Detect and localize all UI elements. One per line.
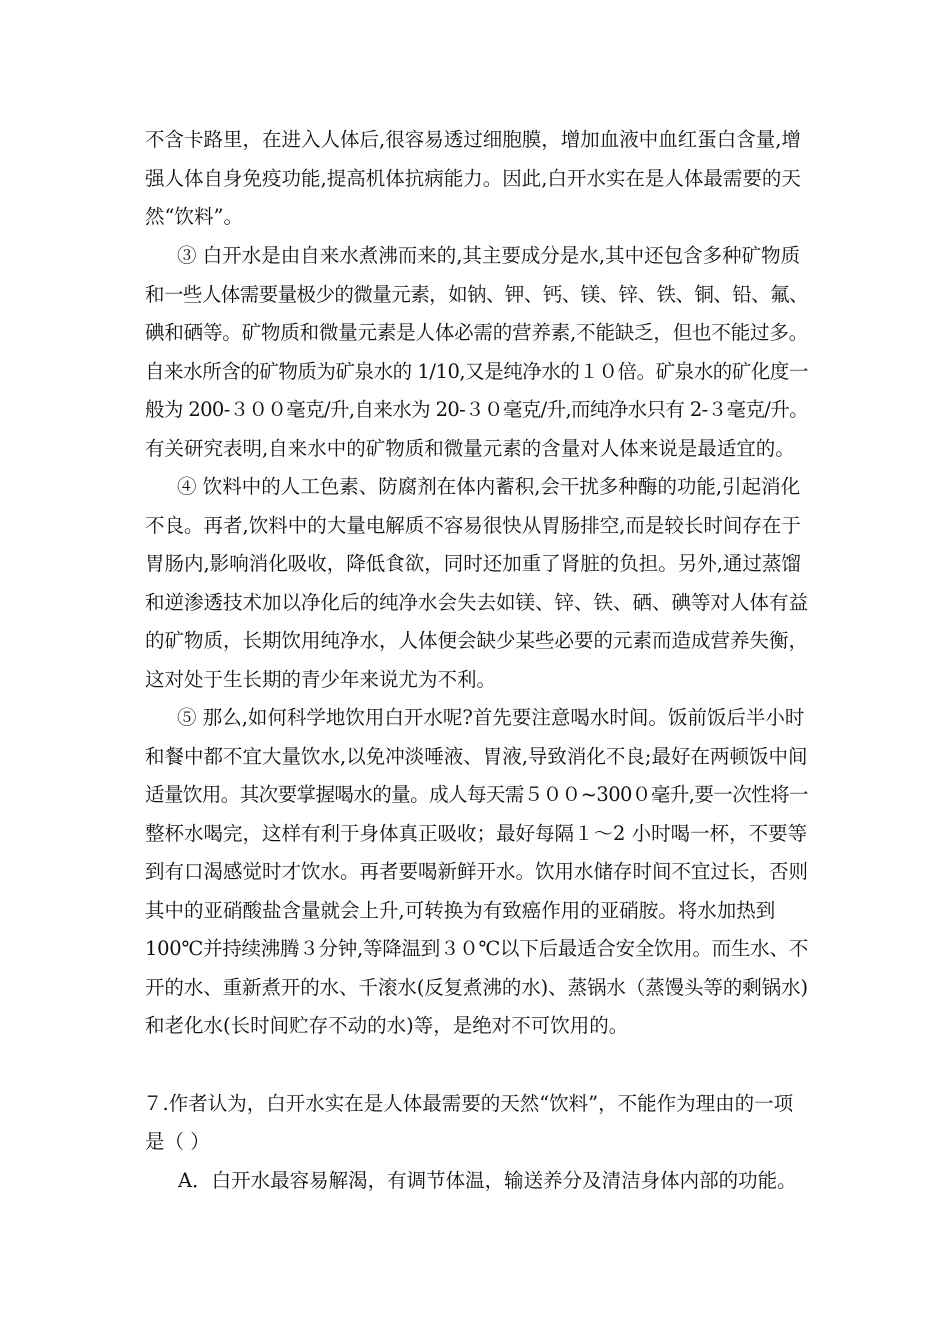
text-line: 然“饮料”。 bbox=[145, 205, 243, 228]
question-7-text-cont: 是（ ） bbox=[145, 1130, 210, 1153]
text-line: 和一些人体需要量极少的微量元素，如钠、钾、钙、镁、锌、铁、铜、铅、氟、 bbox=[145, 283, 808, 306]
text-line: 和老化水(长时间贮存不动的水)等，是绝对不可饮用的。 bbox=[145, 1014, 629, 1037]
text-line: 100℃并持续沸腾３分钟,等降温到３０℃以下后最适合安全饮用。而生水、不 bbox=[145, 937, 808, 960]
paragraph-3-start: ③ 白开水是由自来水煮沸而来的,其主要成分是水,其中还包含多种矿物质 bbox=[177, 244, 801, 267]
text-line: 到有口渴感觉时才饮水。再者要喝新鲜开水。饮用水储存时间不宜过长，否则 bbox=[145, 860, 808, 883]
question-7-text: ７.作者认为，白开水实在是人体最需要的天然“饮料”，不能作为理由的一项 bbox=[143, 1092, 794, 1115]
text-line: 不良。再者,饮料中的大量电解质不容易很快从胃肠排空,而是较长时间存在于 bbox=[145, 514, 801, 537]
text-line: 适量饮用。其次要掌握喝水的量。成人每天需５００~300０毫升,要一次性将一 bbox=[145, 783, 808, 806]
text-line: 般为 200-３００毫克/升,自来水为 20-３０毫克/升,而纯净水只有 2-３毫克/升。 bbox=[145, 398, 808, 421]
text-line: 的矿物质，长期饮用纯净水，人体便会缺少某些必要的元素而造成营养失衡， bbox=[145, 629, 808, 652]
text-line: 不含卡路里，在进入人体后,很容易透过细胞膜，增加血液中血红蛋白含量,增 bbox=[145, 128, 801, 151]
text-line: 其中的亚硝酸盐含量就会上升,可转换为有致癌作用的亚硝胺。将水加热到 bbox=[145, 899, 776, 922]
option-a: A．白开水最容易解渴，有调节体温，输送养分及清洁身体内部的功能。 bbox=[178, 1169, 797, 1192]
text-line: 和逆渗透技术加以净化后的纯净水会失去如镁、锌、铁、硒、碘等对人体有益 bbox=[145, 591, 808, 614]
paragraph-4-start: ④ 饮料中的人工色素、防腐剂在体内蓄积,会干扰多种酶的功能,引起消化 bbox=[177, 475, 801, 498]
text-line: 碘和硒等。矿物质和微量元素是人体必需的营养素,不能缺乏，但也不能过多。 bbox=[145, 321, 808, 344]
text-line: 开的水、重新煮开的水、千滚水(反复煮沸的水)、蒸锅水（蒸馒头等的剩锅水) bbox=[145, 976, 808, 999]
text-line: 胃肠内,影响消化吸收，降低食欲，同时还加重了肾脏的负担。另外,通过蒸馏 bbox=[145, 552, 801, 575]
text-line: 这对处于生长期的青少年来说尤为不利。 bbox=[145, 668, 497, 691]
text-line: 整杯水喝完，这样有利于身体真正吸收；最好每隔１～2 小时喝一杯，不要等 bbox=[145, 822, 808, 845]
text-line: 有关研究表明,自来水中的矿物质和微量元素的含量对人体来说是最适宜的。 bbox=[145, 437, 795, 460]
text-line: 强人体自身免疫功能,提高机体抗病能力。因此,白开水实在是人体最需要的天 bbox=[145, 167, 801, 190]
text-line: 自来水所含的矿物质为矿泉水的 1/10,又是纯净水的１０倍。矿泉水的矿化度一 bbox=[145, 360, 808, 383]
paragraph-5-start: ⑤ 那么,如何科学地饮用白开水呢?首先要注意喝水时间。饭前饭后半小时 bbox=[177, 706, 805, 729]
text-line: 和餐中都不宜大量饮水,以免冲淡唾液、胃液,导致消化不良;最好在两顿饭中间 bbox=[145, 745, 808, 768]
